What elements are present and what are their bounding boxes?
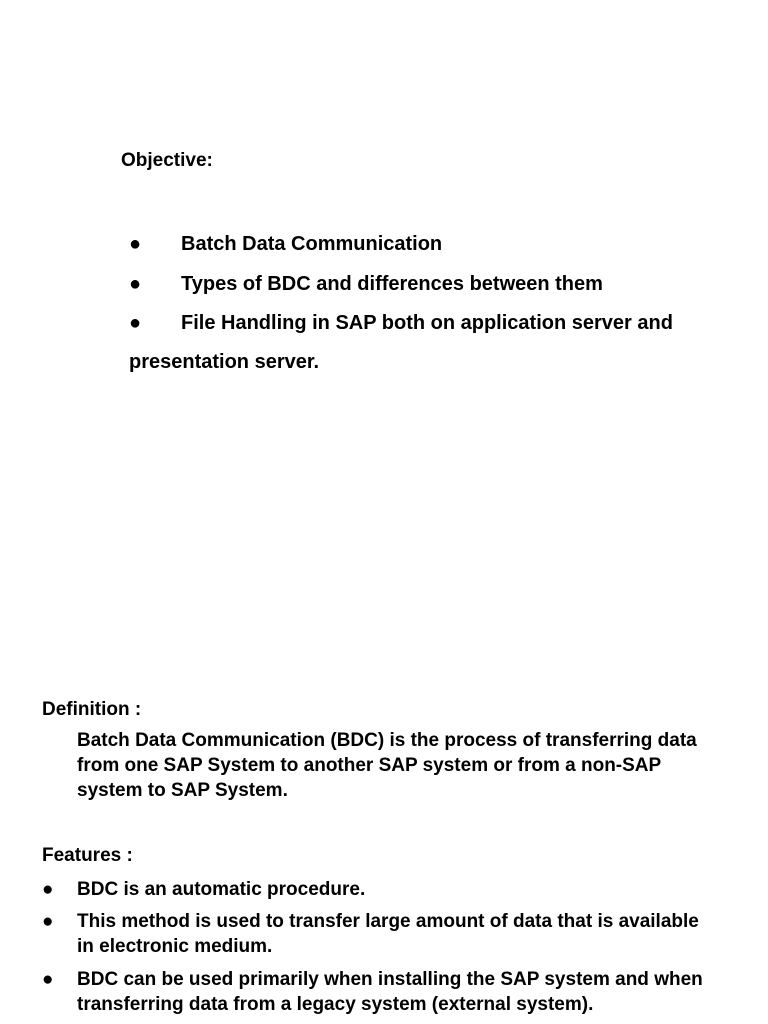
- bullet-icon: ●: [129, 273, 142, 295]
- definition-heading: Definition :: [42, 699, 142, 720]
- feature-item: [42, 967, 732, 1017]
- feature-item-text: BDC can be used primarily when installing the SAP system and when transferring data from a legacy system (external system).: [77, 969, 703, 1015]
- feature-item-text: BDC is an automatic procedure.: [77, 879, 366, 900]
- objective-heading: Objective:: [121, 150, 213, 171]
- bullet-icon: ●: [129, 233, 142, 255]
- objective-item-text: Types of BDC and differences between them: [181, 273, 603, 295]
- objective-item-text: File Handling in SAP both on application server and: [181, 312, 673, 334]
- feature-item: [42, 909, 732, 959]
- bullet-icon: ●: [42, 879, 54, 900]
- feature-item-text: This method is used to transfer large amount of data that is available in electronic medium.: [77, 911, 699, 957]
- objective-item-continuation: presentation server.: [129, 351, 320, 373]
- bullet-icon: ●: [42, 969, 54, 990]
- feature-item: [42, 877, 732, 902]
- bullet-icon: ●: [42, 911, 54, 932]
- definition-body: Batch Data Communication (BDC) is the process of transferring data from one SAP System to another SAP system or from a non-SAP system to SAP System.: [77, 730, 697, 801]
- objective-item-text: Batch Data Communication: [181, 233, 443, 255]
- features-heading: Features :: [42, 845, 133, 866]
- bullet-icon: ●: [129, 312, 142, 334]
